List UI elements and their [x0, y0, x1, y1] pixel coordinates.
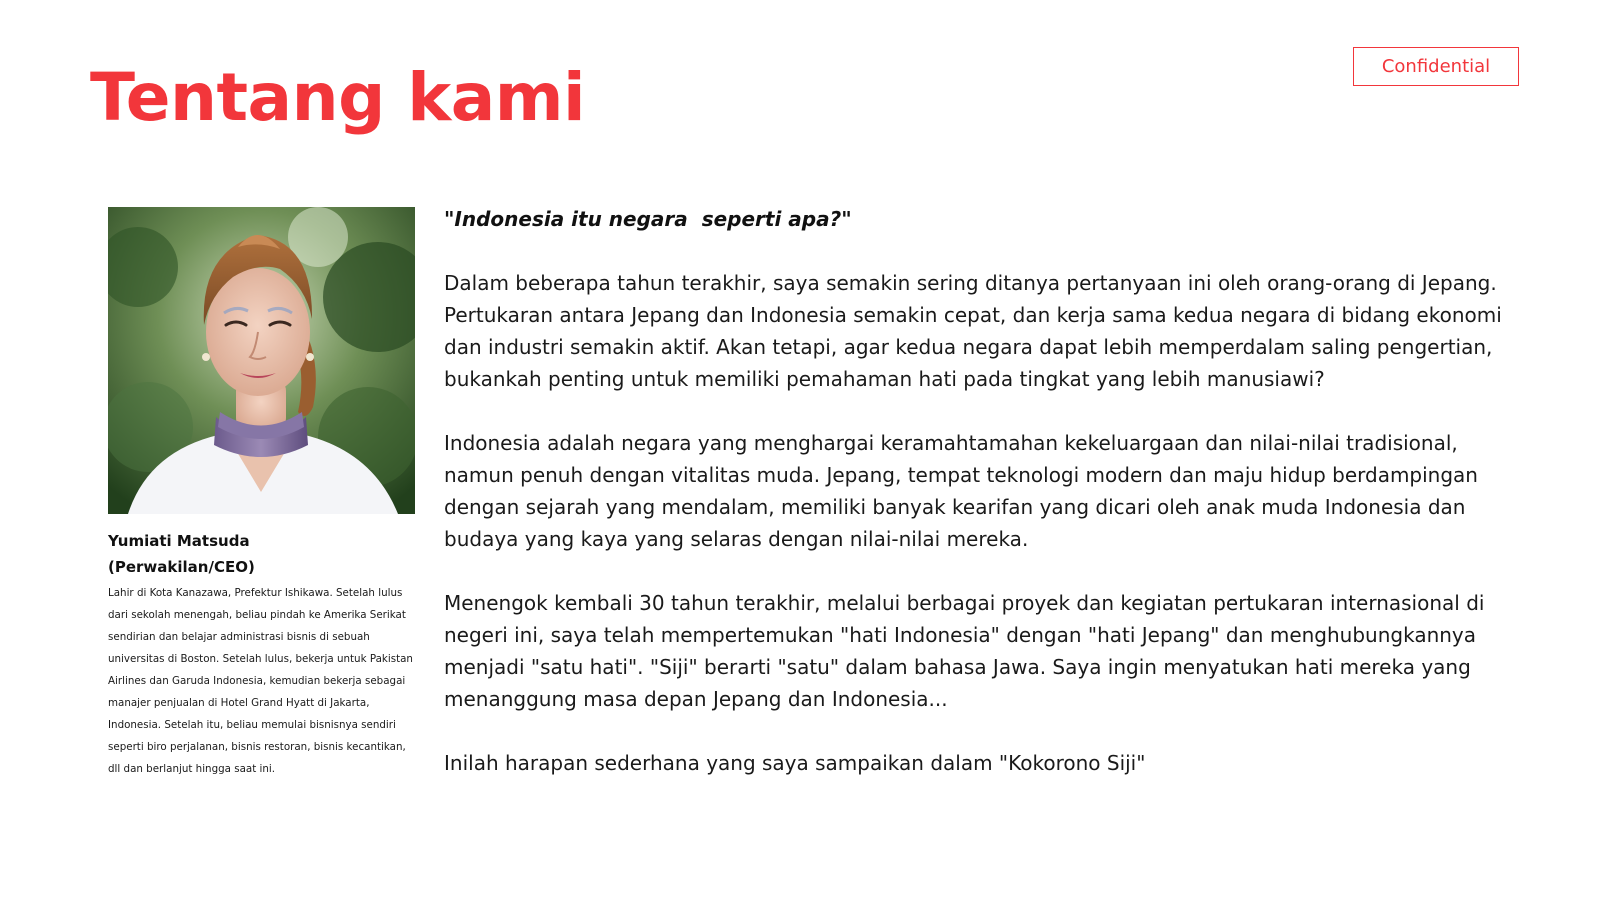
confidential-badge: Confidential [1353, 47, 1519, 86]
ceo-bio: Lahir di Kota Kanazawa, Prefektur Ishikawa. Setelah lulus dari sekolah menengah, beliau pindah ke Amerika Serikat sendirian dan belajar administrasi bisnis di sebuah universitas di Boston. Setelah lulus, bekerja untuk Pakistan Airlines dan Garuda Indonesia, kemudian bekerja sebagai manajer penjualan di Hotel Grand Hyatt di Jakarta, Indonesia. Setelah itu, beliau memulai bisnisnya sendiri seperti biro perjalanan, bisnis restoran, bisnis kecantikan, dll dan berlanjut hingga saat ini. [108, 587, 413, 775]
paragraph: Menengok kembali 30 tahun terakhir, melalui berbagai proyek dan kegiatan pertukaran internasional di negeri ini, saya telah mempertemukan "hati Indonesia" dengan "hati Jepang" dan menghubungkannya menjadi "satu hati". "Siji" berarti "satu" dalam bahasa Jawa. Saya ingin menyatukan hati mereka yang menanggung masa depan Jepang dan Indonesia... [444, 591, 1485, 711]
ceo-name: Yumiati Matsuda [108, 532, 250, 550]
ceo-role: (Perwakilan/CEO) [108, 558, 255, 576]
opening-quote: "Indonesia itu negara seperti apa?" [444, 207, 852, 231]
page-title: Tentang kami [90, 59, 586, 136]
paragraph: Dalam beberapa tahun terakhir, saya semakin sering ditanya pertanyaan ini oleh orang-orang di Jepang. Pertukaran antara Jepang dan Indonesia semakin cepat, dan kerja sama kedua negara di bidang ekonomi dan industri semakin aktif. Akan tetapi, agar kedua negara dapat lebih memperdalam saling pengertian, bukankah penting untuk memiliki pemahaman hati pada tingkat yang lebih manusiawi? [444, 271, 1502, 391]
ceo-profile [108, 528, 420, 780]
about-text [444, 203, 1524, 779]
paragraph: Inilah harapan sederhana yang saya sampaikan dalam "Kokorono Siji" [444, 751, 1146, 775]
paragraph: Indonesia adalah negara yang menghargai keramahtamahan kekeluargaan dan nilai-nilai tradisional, namun penuh dengan vitalitas muda. Jepang, tempat teknologi modern dan maju hidup berdampingan dengan sejarah yang mendalam, memiliki banyak kearifan yang dicari oleh anak muda Indonesia dan budaya yang kaya yang selaras dengan nilai-nilai mereka. [444, 431, 1478, 551]
ceo-portrait-photo [108, 207, 415, 514]
